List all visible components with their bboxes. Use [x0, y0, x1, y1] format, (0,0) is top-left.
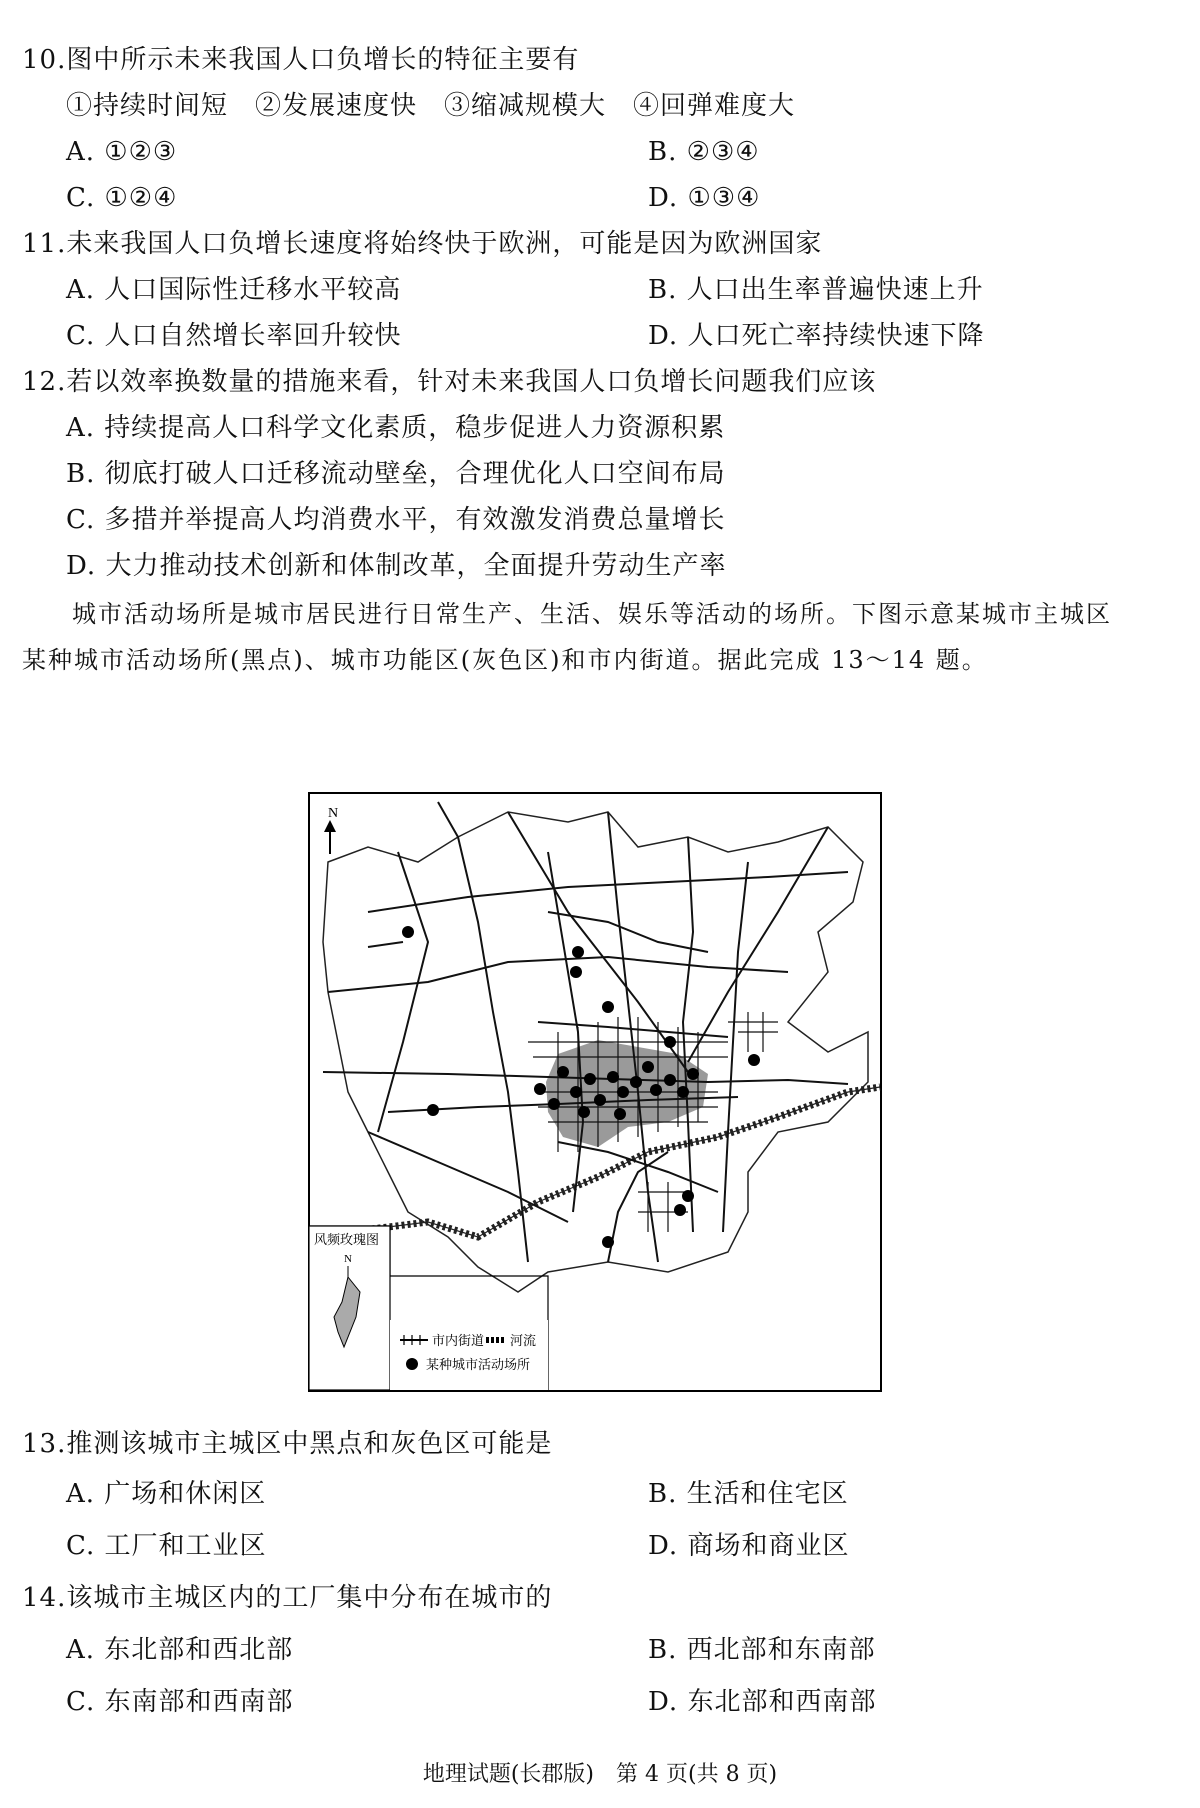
- activity-site: [570, 966, 582, 978]
- map-legend: [390, 1320, 548, 1390]
- activity-site: [570, 1086, 582, 1098]
- q12-option-d[interactable]: D. 大力推动技术创新和体制改革，全面提升劳动生产率: [66, 551, 727, 581]
- q14-option-b[interactable]: B. 西北部和东南部: [648, 1635, 876, 1665]
- activity-site: [584, 1073, 596, 1085]
- activity-site: [650, 1084, 662, 1096]
- q12-option-a[interactable]: A. 持续提高人口科学文化素质，稳步促进人力资源积累: [66, 413, 726, 443]
- activity-site: [630, 1076, 642, 1088]
- activity-site: [548, 1098, 560, 1110]
- q12-option-b[interactable]: B. 彻底打破人口迁移流动壁垒，合理优化人口空间布局: [66, 459, 726, 489]
- wind-rose-north-label: N: [344, 1253, 352, 1265]
- q14-option-a[interactable]: A. 东北部和西北部: [66, 1635, 294, 1665]
- activity-site: [578, 1106, 590, 1118]
- q10-option-a[interactable]: A. ①②③: [66, 137, 178, 167]
- activity-site: [687, 1068, 699, 1080]
- legend-river-label: 河流: [510, 1333, 537, 1348]
- q13-stem: 13.推测该城市主城区中黑点和灰色区可能是: [22, 1429, 553, 1459]
- activity-site: [557, 1066, 569, 1078]
- q13-option-d[interactable]: D. 商场和商业区: [648, 1531, 850, 1561]
- activity-site: [572, 946, 584, 958]
- q11-option-c[interactable]: C. 人口自然增长率回升较快: [66, 321, 402, 351]
- intro-line-1: 城市活动场所是城市居民进行日常生产、生活、娱乐等活动的场所。下图示意某城市主城区: [72, 600, 1112, 628]
- activity-site: [614, 1108, 626, 1120]
- legend-street-label: 市内街道: [432, 1333, 485, 1348]
- activity-site: [748, 1054, 760, 1066]
- q10-items: ①持续时间短 ②发展速度快 ③缩减规模大 ④回弹难度大: [66, 91, 796, 121]
- activity-site: [602, 1001, 614, 1013]
- activity-site: [674, 1204, 686, 1216]
- city-map-figure: [308, 792, 882, 1392]
- q11-option-a[interactable]: A. 人口国际性迁移水平较高: [66, 275, 402, 305]
- q11-stem: 11.未来我国人口负增长速度将始终快于欧洲，可能是因为欧洲国家: [22, 229, 823, 259]
- legend-site-label: 某种城市活动场所: [426, 1357, 531, 1372]
- activity-site: [534, 1083, 546, 1095]
- activity-site: [682, 1190, 694, 1202]
- intro-line-2: 某种城市活动场所(黑点)、城市功能区(灰色区)和市内街道。据此完成 13～14 题。: [22, 646, 988, 674]
- activity-site: [642, 1061, 654, 1073]
- q14-stem: 14.该城市主城区内的工厂集中分布在城市的: [22, 1583, 553, 1613]
- north-label: N: [328, 806, 339, 821]
- q14-option-d[interactable]: D. 东北部和西南部: [648, 1687, 877, 1717]
- q11-option-d[interactable]: D. 人口死亡率持续快速下降: [648, 321, 985, 351]
- activity-site: [677, 1086, 689, 1098]
- q10-option-b[interactable]: B. ②③④: [648, 137, 760, 167]
- activity-site: [664, 1074, 676, 1086]
- q13-option-c[interactable]: C. 工厂和工业区: [66, 1531, 267, 1561]
- activity-site: [617, 1086, 629, 1098]
- activity-site: [427, 1104, 439, 1116]
- wind-rose-title: 风频玫瑰图: [314, 1232, 380, 1247]
- q14-option-c[interactable]: C. 东南部和西南部: [66, 1687, 294, 1717]
- q13-option-b[interactable]: B. 生活和住宅区: [648, 1479, 849, 1509]
- q13-option-a[interactable]: A. 广场和休闲区: [66, 1479, 267, 1509]
- q10-option-c[interactable]: C. ①②④: [66, 183, 178, 213]
- q10-option-d[interactable]: D. ①③④: [648, 183, 761, 213]
- q12-stem: 12.若以效率换数量的措施来看，针对未来我国人口负增长问题我们应该: [22, 367, 877, 397]
- activity-site: [602, 1236, 614, 1248]
- q10-stem: 10.图中所示未来我国人口负增长的特征主要有: [22, 45, 580, 75]
- activity-site: [594, 1094, 606, 1106]
- q12-option-c[interactable]: C. 多措并举提高人均消费水平，有效激发消费总量增长: [66, 505, 726, 535]
- activity-site: [664, 1036, 676, 1048]
- activity-site: [402, 926, 414, 938]
- activity-site: [607, 1071, 619, 1083]
- q11-option-b[interactable]: B. 人口出生率普遍快速上升: [648, 275, 984, 305]
- page-footer: 地理试题(长郡版) 第 4 页(共 8 页): [422, 1762, 778, 1787]
